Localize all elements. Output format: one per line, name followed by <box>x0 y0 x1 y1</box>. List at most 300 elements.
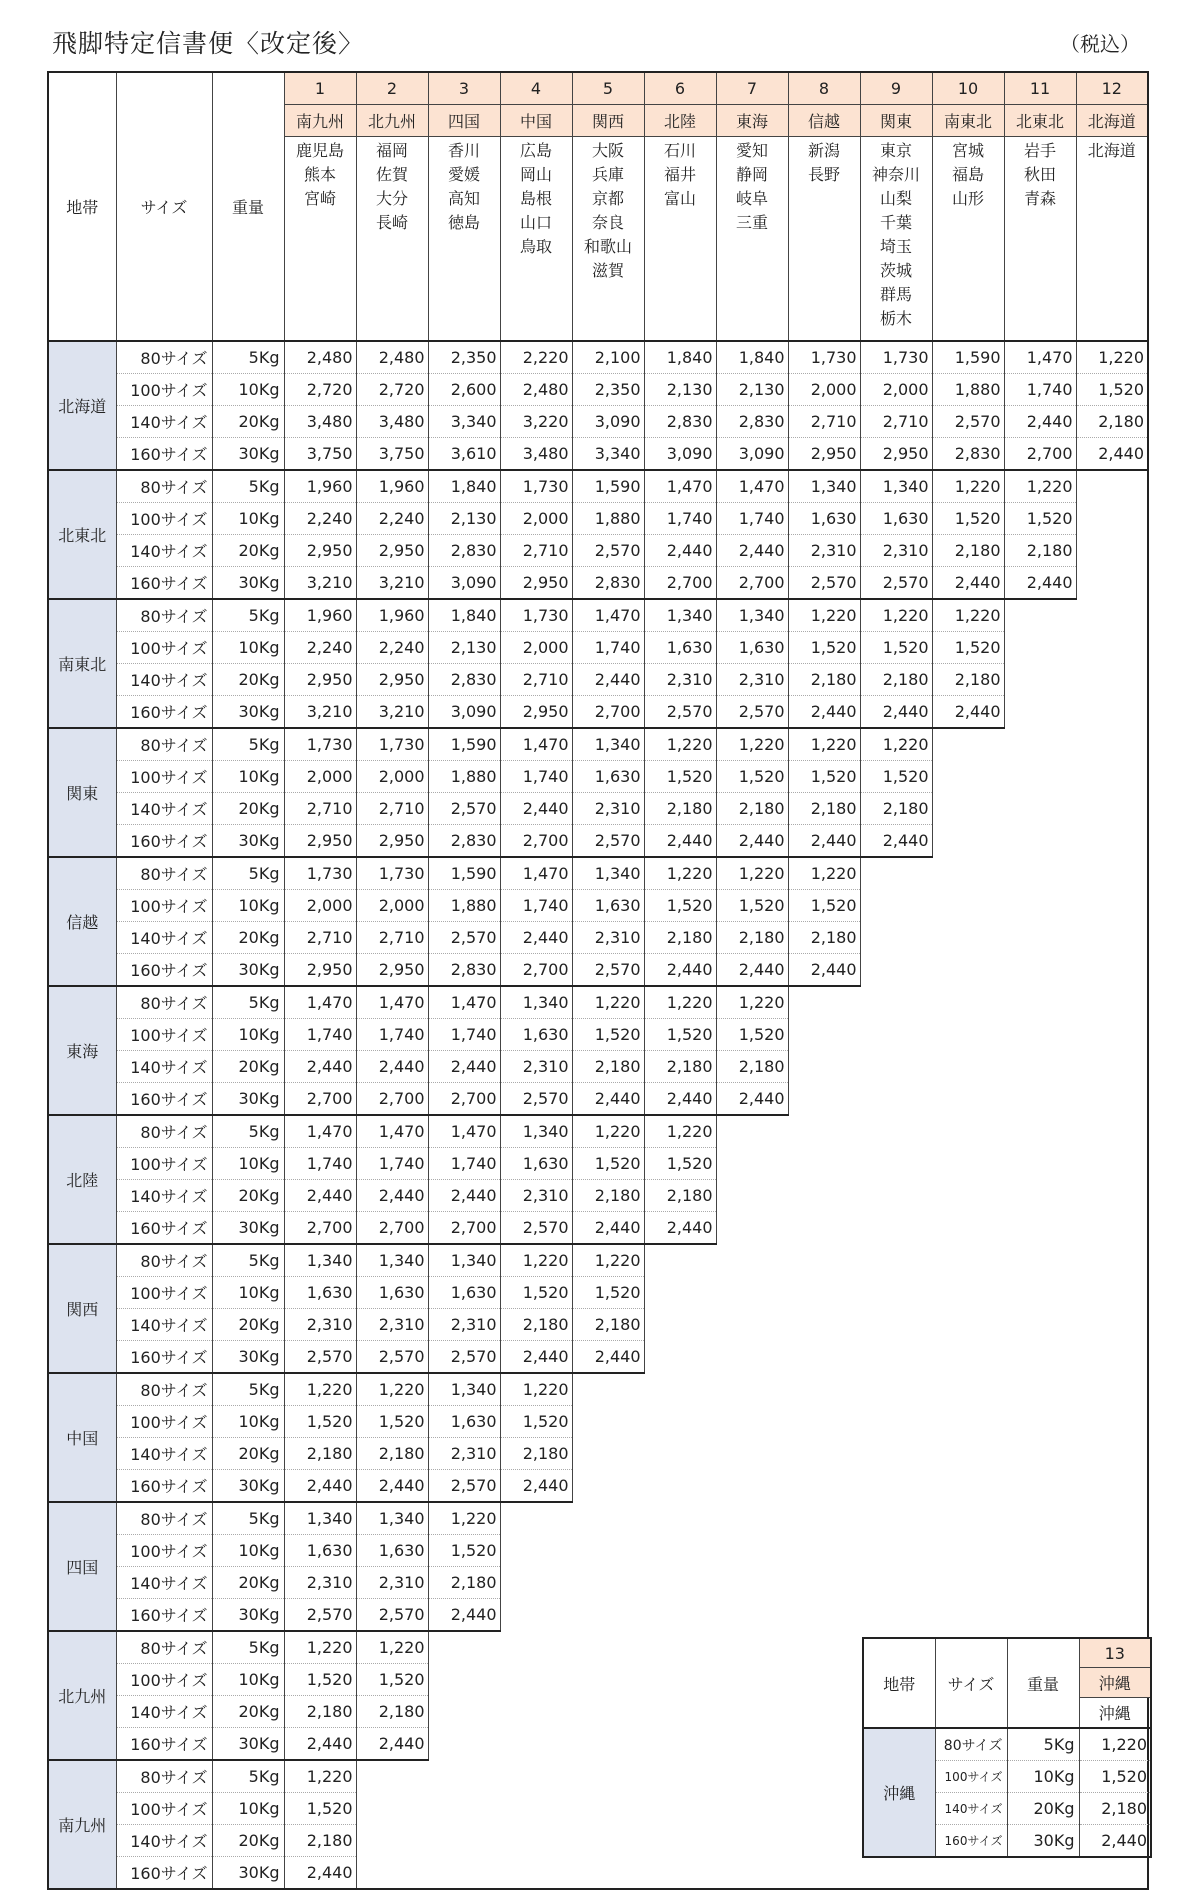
empty-cell <box>1004 599 1148 632</box>
empty-cell <box>1004 631 1148 663</box>
price-cell: 2,180 <box>500 1437 572 1469</box>
size-cell: 100サイズ <box>116 1534 212 1566</box>
empty-cell <box>860 889 1148 921</box>
dest-number: 10 <box>932 72 1004 105</box>
price-cell: 2,440 <box>716 534 788 566</box>
prefecture-name: 宮城 <box>951 141 984 160</box>
dest-number: 7 <box>716 72 788 105</box>
size-cell: 140サイズ <box>116 792 212 824</box>
weight-cell: 20Kg <box>212 1437 284 1469</box>
empty-cell <box>644 1308 1148 1340</box>
prefecture-name: 長野 <box>807 165 840 184</box>
empty-cell <box>932 760 1148 792</box>
empty-cell <box>1004 663 1148 695</box>
empty-cell <box>644 1244 1148 1277</box>
price-cell: 2,950 <box>284 953 356 986</box>
prefecture-name: 富山 <box>663 189 696 208</box>
rate-row <box>48 373 1148 405</box>
price-cell: 1,520 <box>788 631 860 663</box>
prefecture-name: 青森 <box>1023 189 1056 208</box>
price-cell: 2,480 <box>284 341 356 374</box>
prefecture-name: 熊本 <box>303 165 336 184</box>
weight-cell: 5Kg <box>212 1631 284 1664</box>
price-cell: 1,220 <box>500 1373 572 1406</box>
price-cell: 2,310 <box>428 1308 500 1340</box>
dest-prefectures <box>356 137 428 341</box>
price-cell: 2,950 <box>356 663 428 695</box>
price-cell: 1,630 <box>860 502 932 534</box>
dest-number: 4 <box>500 72 572 105</box>
empty-cell <box>932 792 1148 824</box>
size-cell: 80サイズ <box>116 728 212 761</box>
empty-cell <box>572 1405 1148 1437</box>
size-cell: 100サイズ <box>116 760 212 792</box>
price-cell: 3,210 <box>284 566 356 599</box>
price-cell: 2,710 <box>356 921 428 953</box>
price-cell: 2,830 <box>428 953 500 986</box>
price-cell: 2,440 <box>356 1050 428 1082</box>
prefecture-name: 兵庫 <box>591 165 624 184</box>
prefecture-name: 茨城 <box>879 261 912 280</box>
size-cell: 100サイズ <box>116 502 212 534</box>
size-cell: 140サイズ <box>116 1695 212 1727</box>
price-cell: 2,440 <box>572 1340 644 1373</box>
price-cell: 1,220 <box>284 1631 356 1664</box>
rate-row <box>48 1147 1148 1179</box>
prefecture-name: 神奈川 <box>871 165 920 184</box>
price-cell: 2,710 <box>500 534 572 566</box>
price-cell: 3,480 <box>500 437 572 470</box>
empty-cell <box>860 953 1148 986</box>
price-cell: 2,440 <box>788 953 860 986</box>
price-cell: 2,440 <box>644 824 716 857</box>
price-cell: 1,520 <box>1004 502 1076 534</box>
rate-row <box>48 728 1148 761</box>
price-cell: 1,730 <box>284 728 356 761</box>
price-cell: 2,600 <box>428 373 500 405</box>
size-cell: 100サイズ <box>116 631 212 663</box>
rate-row <box>48 1340 1148 1373</box>
price-cell: 2,440 <box>716 953 788 986</box>
empty-cell <box>716 1147 1148 1179</box>
prefecture-name: 山口 <box>519 213 552 232</box>
price-cell: 2,180 <box>788 792 860 824</box>
price-cell: 2,440 <box>284 1856 356 1889</box>
price-cell: 1,340 <box>428 1373 500 1406</box>
price-cell: 3,090 <box>428 695 500 728</box>
price-cell: 2,180 <box>860 663 932 695</box>
price-cell: 2,180 <box>1076 405 1148 437</box>
price-cell: 1,740 <box>428 1147 500 1179</box>
rate-row <box>48 437 1148 470</box>
weight-cell: 20Kg <box>212 534 284 566</box>
rate-row <box>48 341 1148 374</box>
weight-cell: 5Kg <box>212 857 284 890</box>
price-cell: 1,520 <box>356 1663 428 1695</box>
price-cell: 1,730 <box>500 599 572 632</box>
empty-cell <box>716 1211 1148 1244</box>
rate-row <box>48 953 1148 986</box>
price-cell: 2,440 <box>428 1598 500 1631</box>
price-cell: 1,470 <box>1004 341 1076 374</box>
weight-cell: 5Kg <box>212 1244 284 1277</box>
price-cell: 2,180 <box>572 1308 644 1340</box>
price-cell: 2,830 <box>644 405 716 437</box>
price-cell: 2,570 <box>572 953 644 986</box>
weight-cell: 30Kg <box>212 1211 284 1244</box>
rate-row <box>48 566 1148 599</box>
price-cell: 1,220 <box>716 857 788 890</box>
price-cell: 2,310 <box>500 1179 572 1211</box>
price-cell: 2,710 <box>284 792 356 824</box>
size-header: サイズ <box>116 72 212 341</box>
price-cell: 2,440 <box>284 1727 356 1760</box>
rate-row <box>48 1050 1148 1082</box>
weight-cell: 20Kg <box>212 405 284 437</box>
price-cell: 1,520 <box>788 889 860 921</box>
price-cell: 2,700 <box>428 1082 500 1115</box>
dest-region: 北陸 <box>644 105 716 137</box>
weight-cell: 5Kg <box>1007 1728 1079 1761</box>
price-cell: 2,220 <box>500 341 572 374</box>
prefecture-name: 岩手 <box>1023 141 1056 160</box>
dest-region: 中国 <box>500 105 572 137</box>
price-cell: 2,440 <box>356 1727 428 1760</box>
prefecture-name: 埼玉 <box>879 237 912 256</box>
empty-cell <box>644 1276 1148 1308</box>
price-cell: 2,130 <box>428 502 500 534</box>
price-cell: 1,520 <box>788 760 860 792</box>
dest-prefectures <box>644 137 716 341</box>
price-cell: 1,740 <box>284 1147 356 1179</box>
weight-cell: 5Kg <box>212 728 284 761</box>
size-cell: 100サイズ <box>116 889 212 921</box>
empty-cell <box>788 1050 1148 1082</box>
size-cell: 140サイズ <box>116 1824 212 1856</box>
price-cell: 1,220 <box>428 1502 500 1535</box>
prefecture-name: 鹿児島 <box>295 141 344 160</box>
price-cell: 2,830 <box>428 824 500 857</box>
weight-cell: 5Kg <box>212 1115 284 1148</box>
dest-prefectures <box>860 137 932 341</box>
price-cell: 1,730 <box>356 857 428 890</box>
weight-cell: 10Kg <box>212 1792 284 1824</box>
price-cell: 2,570 <box>356 1340 428 1373</box>
price-cell: 1,520 <box>356 1405 428 1437</box>
rate-row <box>48 534 1148 566</box>
price-cell: 2,440 <box>284 1469 356 1502</box>
rate-row <box>48 470 1148 503</box>
size-cell: 80サイズ <box>116 341 212 374</box>
price-cell: 2,130 <box>644 373 716 405</box>
dest-prefectures <box>716 137 788 341</box>
price-cell: 2,440 <box>572 1082 644 1115</box>
weight-cell: 20Kg <box>212 1308 284 1340</box>
prefecture-name: 群馬 <box>879 285 912 304</box>
size-cell: 80サイズ <box>116 857 212 890</box>
prefecture-name: 長崎 <box>375 213 408 232</box>
weight-cell: 20Kg <box>212 1179 284 1211</box>
price-cell: 1,340 <box>428 1244 500 1277</box>
price-cell: 2,350 <box>428 341 500 374</box>
price-cell: 2,570 <box>932 405 1004 437</box>
price-cell: 2,180 <box>932 534 1004 566</box>
price-cell: 2,570 <box>428 1469 500 1502</box>
rate-row <box>48 631 1148 663</box>
price-cell: 2,310 <box>500 1050 572 1082</box>
price-cell: 1,740 <box>572 631 644 663</box>
price-cell: 2,700 <box>500 953 572 986</box>
price-cell: 3,210 <box>356 695 428 728</box>
price-cell: 1,520 <box>644 889 716 921</box>
empty-cell <box>644 1340 1148 1373</box>
weight-cell: 30Kg <box>212 1469 284 1502</box>
price-cell: 1,520 <box>500 1405 572 1437</box>
prefecture-name: 和歌山 <box>583 237 632 256</box>
price-cell: 1,960 <box>284 470 356 503</box>
price-cell: 3,090 <box>716 437 788 470</box>
price-cell: 2,950 <box>356 534 428 566</box>
price-cell: 2,480 <box>500 373 572 405</box>
price-cell: 2,570 <box>356 1598 428 1631</box>
dest-prefectures <box>788 137 860 341</box>
price-cell: 1,630 <box>572 760 644 792</box>
price-cell: 2,570 <box>284 1598 356 1631</box>
price-cell: 2,570 <box>500 1082 572 1115</box>
price-cell: 1,520 <box>932 631 1004 663</box>
price-cell: 3,090 <box>644 437 716 470</box>
price-cell: 1,520 <box>644 1147 716 1179</box>
price-cell: 1,220 <box>572 1115 644 1148</box>
weight-cell: 10Kg <box>212 1534 284 1566</box>
price-cell: 2,440 <box>716 1082 788 1115</box>
price-cell: 3,480 <box>284 405 356 437</box>
price-cell: 2,570 <box>428 921 500 953</box>
price-cell: 1,220 <box>932 599 1004 632</box>
price-cell: 2,480 <box>356 341 428 374</box>
price-cell: 2,700 <box>572 695 644 728</box>
price-cell: 2,440 <box>356 1179 428 1211</box>
price-cell: 1,220 <box>356 1373 428 1406</box>
dest-region: 関東 <box>860 105 932 137</box>
price-cell: 2,710 <box>284 921 356 953</box>
prefecture-name: 福島 <box>951 165 984 184</box>
price-cell: 1,220 <box>788 599 860 632</box>
prefecture-name: 奈良 <box>591 213 624 232</box>
rate-row <box>48 405 1148 437</box>
prefecture-name: 徳島 <box>447 213 480 232</box>
origin-zone: 南東北 <box>48 599 116 728</box>
price-cell: 2,240 <box>356 631 428 663</box>
price-cell: 2,570 <box>716 695 788 728</box>
prefecture-name: 三重 <box>735 213 768 232</box>
origin-zone: 北東北 <box>48 470 116 599</box>
price-cell: 1,840 <box>428 470 500 503</box>
price-cell: 1,880 <box>428 760 500 792</box>
empty-cell <box>1076 534 1148 566</box>
price-cell: 2,950 <box>356 824 428 857</box>
price-cell: 2,310 <box>572 921 644 953</box>
prefecture-name: 大阪 <box>591 141 624 160</box>
empty-cell <box>500 1534 1148 1566</box>
price-cell: 2,700 <box>644 566 716 599</box>
price-cell: 1,220 <box>860 599 932 632</box>
rate-row <box>48 1244 1148 1277</box>
price-cell: 2,440 <box>1079 1825 1151 1858</box>
price-cell: 2,180 <box>572 1179 644 1211</box>
rate-row <box>48 663 1148 695</box>
size-cell: 80サイズ <box>116 599 212 632</box>
price-cell: 1,840 <box>428 599 500 632</box>
size-cell: 160サイズ <box>116 566 212 599</box>
price-cell: 2,000 <box>500 502 572 534</box>
price-cell: 1,340 <box>788 470 860 503</box>
price-cell: 1,740 <box>356 1147 428 1179</box>
dest-number: 6 <box>644 72 716 105</box>
empty-cell <box>500 1598 1148 1631</box>
price-cell: 2,310 <box>716 663 788 695</box>
price-cell: 1,520 <box>284 1405 356 1437</box>
price-cell: 3,090 <box>572 405 644 437</box>
price-cell: 1,220 <box>1004 470 1076 503</box>
price-cell: 1,220 <box>716 728 788 761</box>
okinawa-header-row <box>863 1638 1151 1668</box>
weight-cell: 20Kg <box>212 1824 284 1856</box>
empty-cell <box>1004 695 1148 728</box>
dest-number: 8 <box>788 72 860 105</box>
empty-cell <box>1076 566 1148 599</box>
price-cell: 2,440 <box>644 1211 716 1244</box>
rate-row <box>48 792 1148 824</box>
size-cell: 160サイズ <box>116 1598 212 1631</box>
price-cell: 1,740 <box>500 760 572 792</box>
price-cell: 2,570 <box>788 566 860 599</box>
prefecture-name: 高知 <box>447 189 480 208</box>
price-cell: 2,700 <box>428 1211 500 1244</box>
size-cell: 160サイズ <box>116 437 212 470</box>
size-cell: 100サイズ <box>935 1761 1007 1793</box>
weight-cell: 10Kg <box>212 889 284 921</box>
dest-region: 南東北 <box>932 105 1004 137</box>
price-cell: 1,340 <box>860 470 932 503</box>
price-cell: 2,180 <box>644 792 716 824</box>
price-cell: 2,240 <box>356 502 428 534</box>
price-cell: 2,440 <box>860 824 932 857</box>
price-cell: 1,740 <box>356 1018 428 1050</box>
empty-cell <box>572 1469 1148 1502</box>
rate-table <box>47 71 1149 1890</box>
size-cell: 160サイズ <box>116 1211 212 1244</box>
price-cell: 2,180 <box>788 663 860 695</box>
price-cell: 2,700 <box>284 1082 356 1115</box>
price-cell: 2,710 <box>356 792 428 824</box>
weight-cell: 30Kg <box>212 1598 284 1631</box>
origin-zone: 信越 <box>48 857 116 986</box>
price-cell: 2,180 <box>716 921 788 953</box>
price-cell: 1,340 <box>284 1244 356 1277</box>
price-cell: 1,520 <box>716 889 788 921</box>
price-cell: 2,180 <box>428 1566 500 1598</box>
price-cell: 1,220 <box>788 857 860 890</box>
weight-cell: 20Kg <box>212 1050 284 1082</box>
empty-cell <box>860 921 1148 953</box>
prefecture-name: 山形 <box>951 189 984 208</box>
prefecture-name: 広島 <box>519 141 552 160</box>
size-cell: 80サイズ <box>116 470 212 503</box>
price-cell: 2,950 <box>500 695 572 728</box>
price-cell: 1,220 <box>644 728 716 761</box>
price-cell: 2,180 <box>500 1308 572 1340</box>
weight-cell: 30Kg <box>212 437 284 470</box>
weight-cell: 10Kg <box>1007 1761 1079 1793</box>
price-cell: 1,220 <box>284 1373 356 1406</box>
price-cell: 3,610 <box>428 437 500 470</box>
size-cell: 160サイズ <box>116 824 212 857</box>
empty-cell <box>788 986 1148 1019</box>
price-cell: 1,730 <box>860 341 932 374</box>
size-cell: 160サイズ <box>116 953 212 986</box>
dest-prefectures <box>428 137 500 341</box>
weight-header: 重量 <box>1007 1638 1079 1728</box>
price-cell: 1,730 <box>356 728 428 761</box>
price-cell: 2,000 <box>356 889 428 921</box>
zone-header: 地帯 <box>863 1638 935 1728</box>
price-cell: 1,630 <box>284 1276 356 1308</box>
price-cell: 2,950 <box>356 953 428 986</box>
price-cell: 2,440 <box>500 921 572 953</box>
price-cell: 2,440 <box>572 1211 644 1244</box>
price-cell: 2,310 <box>860 534 932 566</box>
price-cell: 1,740 <box>500 889 572 921</box>
price-cell: 1,340 <box>716 599 788 632</box>
price-cell: 1,630 <box>356 1276 428 1308</box>
price-cell: 2,570 <box>428 1340 500 1373</box>
size-cell: 80サイズ <box>116 1502 212 1535</box>
prefecture-name: 滋賀 <box>591 261 624 280</box>
price-cell: 2,830 <box>932 437 1004 470</box>
price-cell: 2,100 <box>572 341 644 374</box>
price-cell: 2,000 <box>356 760 428 792</box>
price-cell: 2,240 <box>284 631 356 663</box>
price-cell: 1,630 <box>500 1147 572 1179</box>
prefecture-name: 石川 <box>663 141 696 160</box>
rate-row <box>48 1115 1148 1148</box>
price-cell: 1,740 <box>644 502 716 534</box>
price-cell: 2,000 <box>500 631 572 663</box>
empty-cell <box>1076 470 1148 503</box>
size-header: サイズ <box>935 1638 1007 1728</box>
price-cell: 1,590 <box>428 728 500 761</box>
prefecture-name: 福岡 <box>375 141 408 160</box>
price-cell: 2,720 <box>356 373 428 405</box>
price-cell: 2,700 <box>500 824 572 857</box>
rate-row <box>48 889 1148 921</box>
price-cell: 2,440 <box>788 695 860 728</box>
price-cell: 2,310 <box>284 1566 356 1598</box>
price-cell: 1,520 <box>932 502 1004 534</box>
price-cell: 2,830 <box>428 534 500 566</box>
dest-region: 北東北 <box>1004 105 1076 137</box>
price-cell: 2,440 <box>644 953 716 986</box>
size-cell: 100サイズ <box>116 1405 212 1437</box>
origin-zone: 東海 <box>48 986 116 1115</box>
prefecture-name: 愛知 <box>735 141 768 160</box>
dest-number: 11 <box>1004 72 1076 105</box>
price-cell: 1,470 <box>428 1115 500 1148</box>
price-cell: 2,440 <box>932 566 1004 599</box>
price-cell: 2,000 <box>788 373 860 405</box>
price-cell: 2,130 <box>716 373 788 405</box>
